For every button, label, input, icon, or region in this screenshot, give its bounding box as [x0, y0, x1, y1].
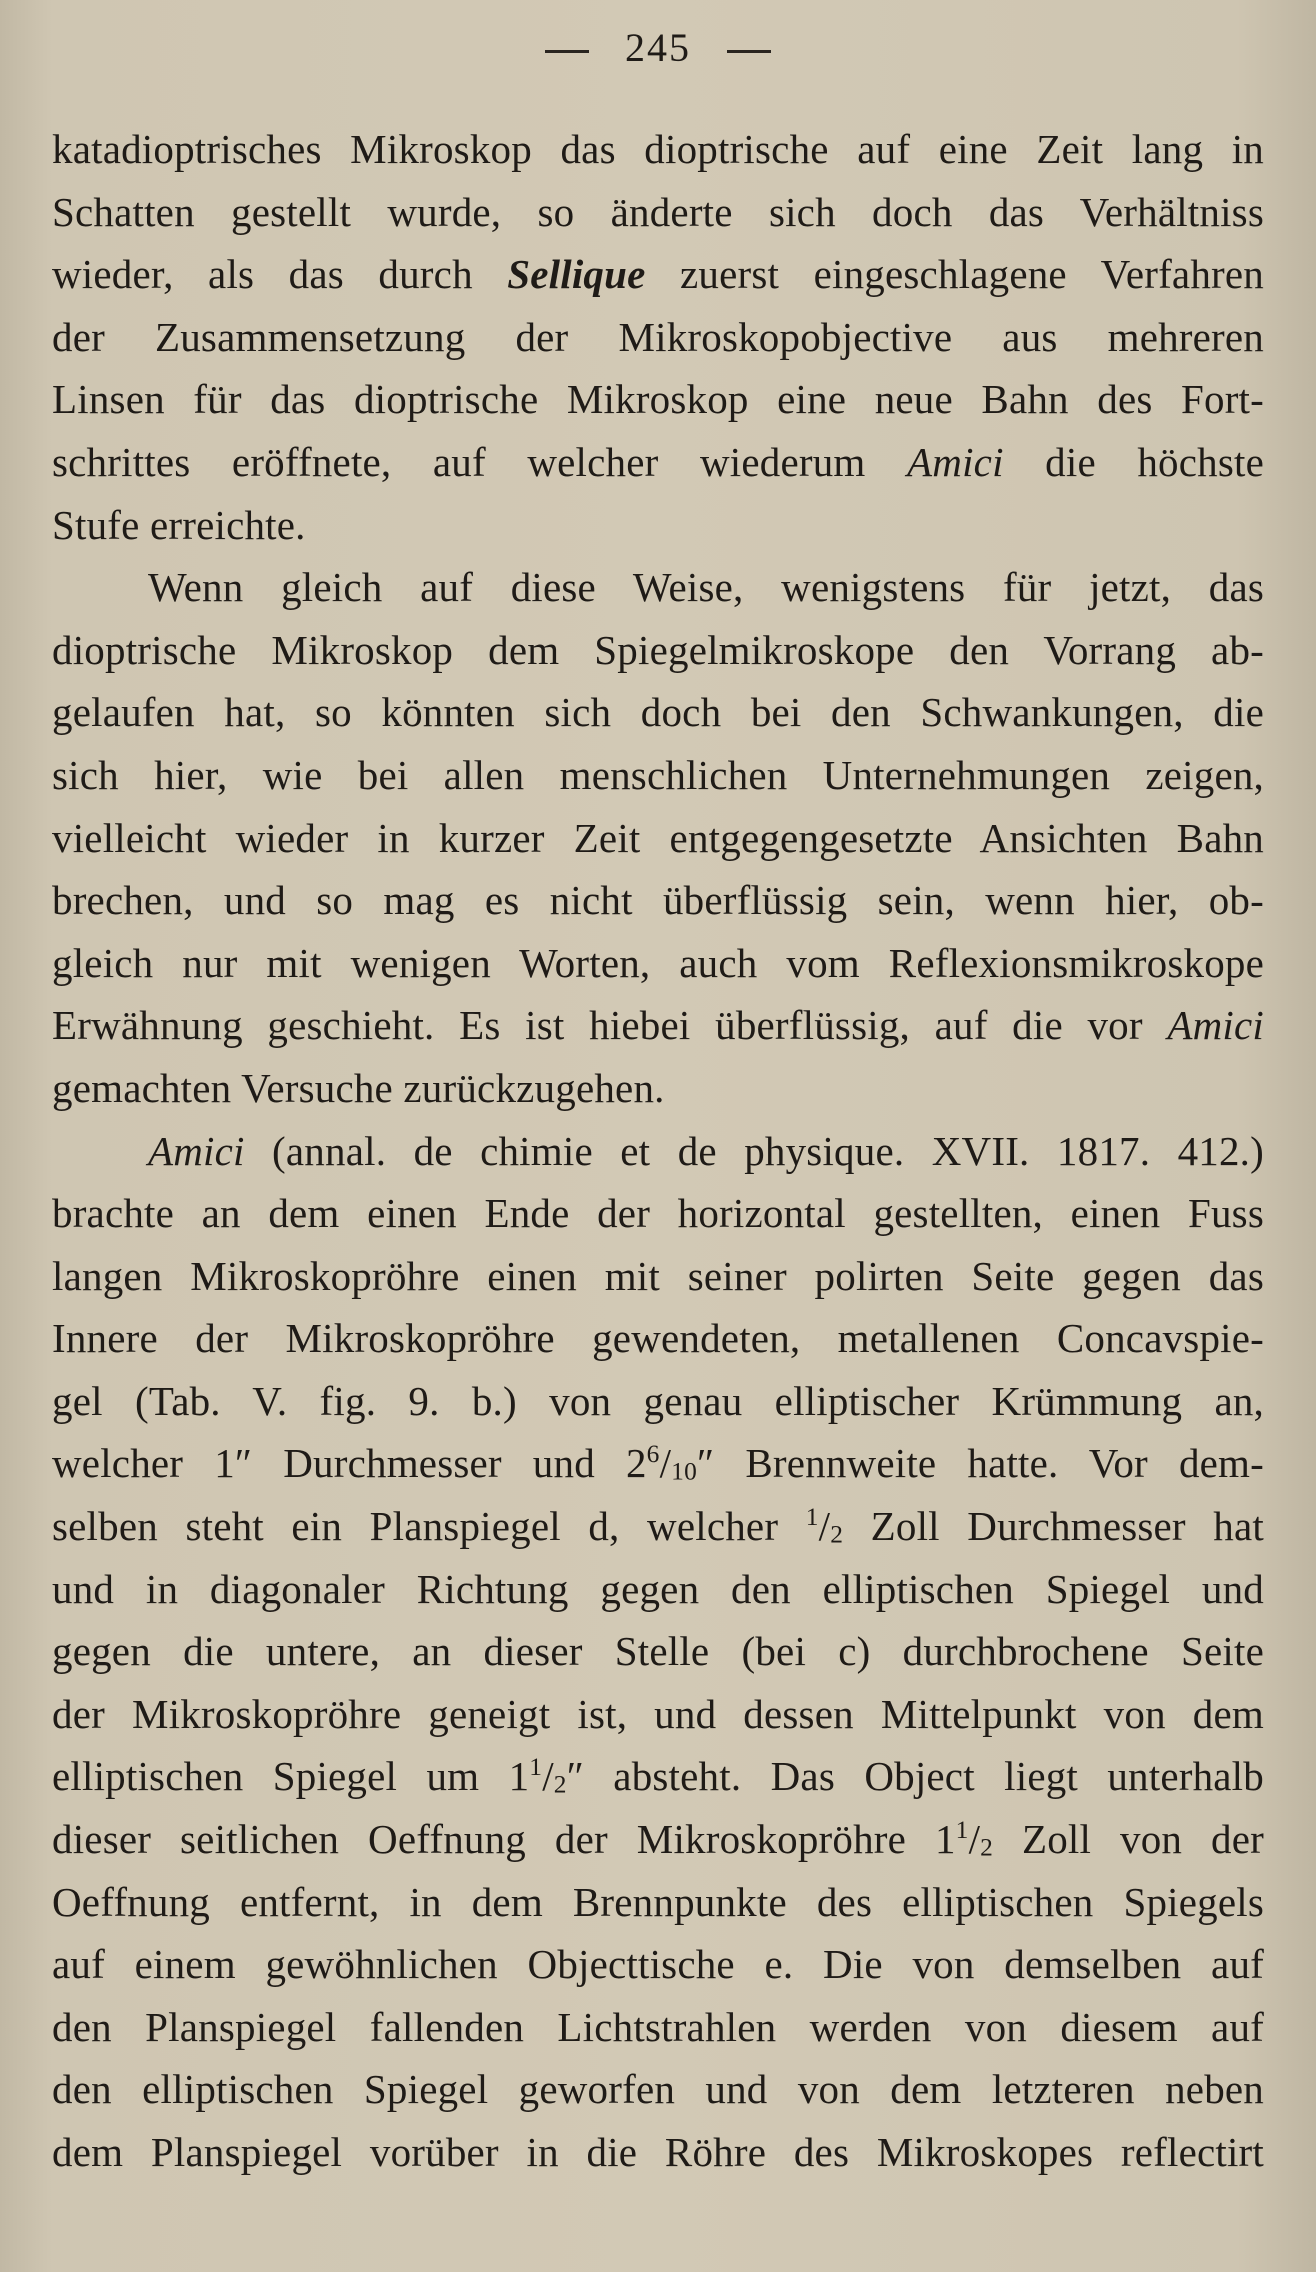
- text-segment: elliptischen Spiegel um 1: [52, 1753, 530, 1800]
- text-segment: /: [659, 1440, 672, 1487]
- text-line: brechen, und so mag es nicht überflüssig sein, wenn hier, ob-: [52, 877, 1264, 924]
- text-line: gelaufen hat, so könnten sich doch bei den Schwankungen, die: [52, 689, 1264, 736]
- text-line: [52, 1432, 1264, 1495]
- text-segment: Erwähnung geschieht. Es ist hiebei überflüssig, auf die vor: [52, 1002, 1168, 1049]
- fraction-part: 2: [553, 1770, 567, 1799]
- text-line: Linsen für das dioptrische Mikroskop eine neue Bahn des Fort-: [52, 376, 1264, 423]
- text-line: brachte an dem einen Ende der horizontal gestellten, einen Fuss: [52, 1190, 1264, 1237]
- header-dash-right: [727, 50, 771, 53]
- text-line: Schatten gestellt wurde, so änderte sich doch das Verhältniss: [52, 188, 1264, 235]
- text-line: gemachten Versuche zurückzugehen.: [52, 1064, 665, 1111]
- text-segment: wieder, als das durch: [52, 251, 508, 298]
- text-segment: /: [542, 1753, 554, 1800]
- text-segment: zuerst eingeschlagene Verfahren: [645, 251, 1264, 298]
- author-name: Amici: [1167, 1002, 1264, 1049]
- text-line: dioptrische Mikroskop dem Spiegelmikroskope den Vorrang ab-: [52, 626, 1264, 673]
- text-segment: dieser seitlichen Oeffnung der Mikroskopröhre 1: [52, 1816, 956, 1863]
- fraction-part: 1: [529, 1753, 543, 1782]
- text-segment: /: [968, 1816, 981, 1863]
- text-line: [52, 1808, 1264, 1871]
- text-segment: ″ absteht. Das Object liegt unterhalb: [566, 1753, 1264, 1800]
- author-name: Amici: [148, 1127, 245, 1174]
- text-line: Stufe erreichte.: [52, 501, 306, 548]
- text-segment: die höchste: [1003, 438, 1265, 485]
- header-dash-left: [545, 50, 589, 53]
- text-segment: Zoll Durchmesser hat: [843, 1503, 1264, 1550]
- text-line: dem Planspiegel vorüber in die Röhre des Mikroskopes reflectirt: [52, 2129, 1264, 2175]
- text-segment: selben steht ein Planspiegel d, welcher: [52, 1503, 806, 1550]
- text-line: langen Mikroskopröhre einen mit seiner polirten Seite gegen das: [52, 1252, 1264, 1299]
- text-line: Oeffnung entfernt, in dem Brennpunkte des elliptischen Spiegels: [52, 1878, 1264, 1925]
- fraction-part: 2: [830, 1520, 844, 1549]
- fraction-part: 1: [955, 1815, 969, 1844]
- text-line: [52, 994, 1264, 1057]
- text-line: gegen die untere, an dieser Stelle (bei c) durchbrochene Seite: [52, 1628, 1264, 1675]
- text-line: katadioptrisches Mikroskop das dioptrische auf eine Zeit lang in: [52, 126, 1264, 172]
- text-line: [52, 1120, 1264, 1183]
- text-line: und in diagonaler Richtung gegen den elliptischen Spiegel und: [52, 1565, 1264, 1612]
- text-line: der Mikroskopröhre geneigt ist, und dessen Mittelpunkt von dem: [52, 1690, 1264, 1737]
- text-line: [52, 431, 1264, 494]
- text-line: [52, 1495, 1264, 1558]
- text-line: sich hier, wie bei allen menschlichen Unternehmungen zeigen,: [52, 751, 1264, 798]
- author-name: Sellique: [507, 251, 646, 298]
- body-text: [52, 118, 1264, 2184]
- text-line: vielleicht wieder in kurzer Zeit entgegengesetzte Ansichten Bahn: [52, 814, 1264, 861]
- text-line: auf einem gewöhnlichen Objecttische e. Die von demselben auf: [52, 1941, 1264, 1988]
- text-line: den Planspiegel fallenden Lichtstrahlen werden von diesem auf: [52, 2003, 1264, 2050]
- page-number: 245: [625, 25, 691, 70]
- text-line: [52, 1745, 1264, 1808]
- text-segment: Zoll von der: [993, 1816, 1265, 1863]
- text-line: gleich nur mit wenigen Worten, auch vom Reflexionsmikroskope: [52, 939, 1264, 986]
- fraction-part: 2: [980, 1833, 994, 1862]
- text-line: gel (Tab. V. fig. 9. b.) von genau elliptischer Krümmung an,: [52, 1377, 1264, 1424]
- text-segment: ″ Brennweite hatte. Vor dem-: [696, 1440, 1264, 1487]
- fraction-part: 1: [805, 1502, 819, 1531]
- text-segment: schrittes eröffnete, auf welcher wiederum: [52, 438, 908, 485]
- author-name: Amici: [907, 438, 1004, 485]
- fraction-part: 6: [646, 1440, 660, 1469]
- text-line: Innere der Mikroskopröhre gewendeten, metallenen Concavspie-: [52, 1315, 1264, 1362]
- text-line: Wenn gleich auf diese Weise, wenigstens für jetzt, das: [148, 564, 1264, 611]
- text-line: der Zusammensetzung der Mikroskopobjective aus mehreren: [52, 313, 1264, 360]
- fraction-part: 10: [671, 1458, 697, 1486]
- text-segment: /: [818, 1503, 831, 1550]
- page-header: [0, 24, 1316, 72]
- text-line: den elliptischen Spiegel geworfen und von dem letzteren neben: [52, 2066, 1264, 2113]
- text-line: [52, 243, 1264, 306]
- text-segment: (annal. de chimie et de physique. XVII. 1817. 412.): [244, 1127, 1264, 1174]
- text-segment: welcher 1″ Durchmesser und 2: [52, 1440, 647, 1487]
